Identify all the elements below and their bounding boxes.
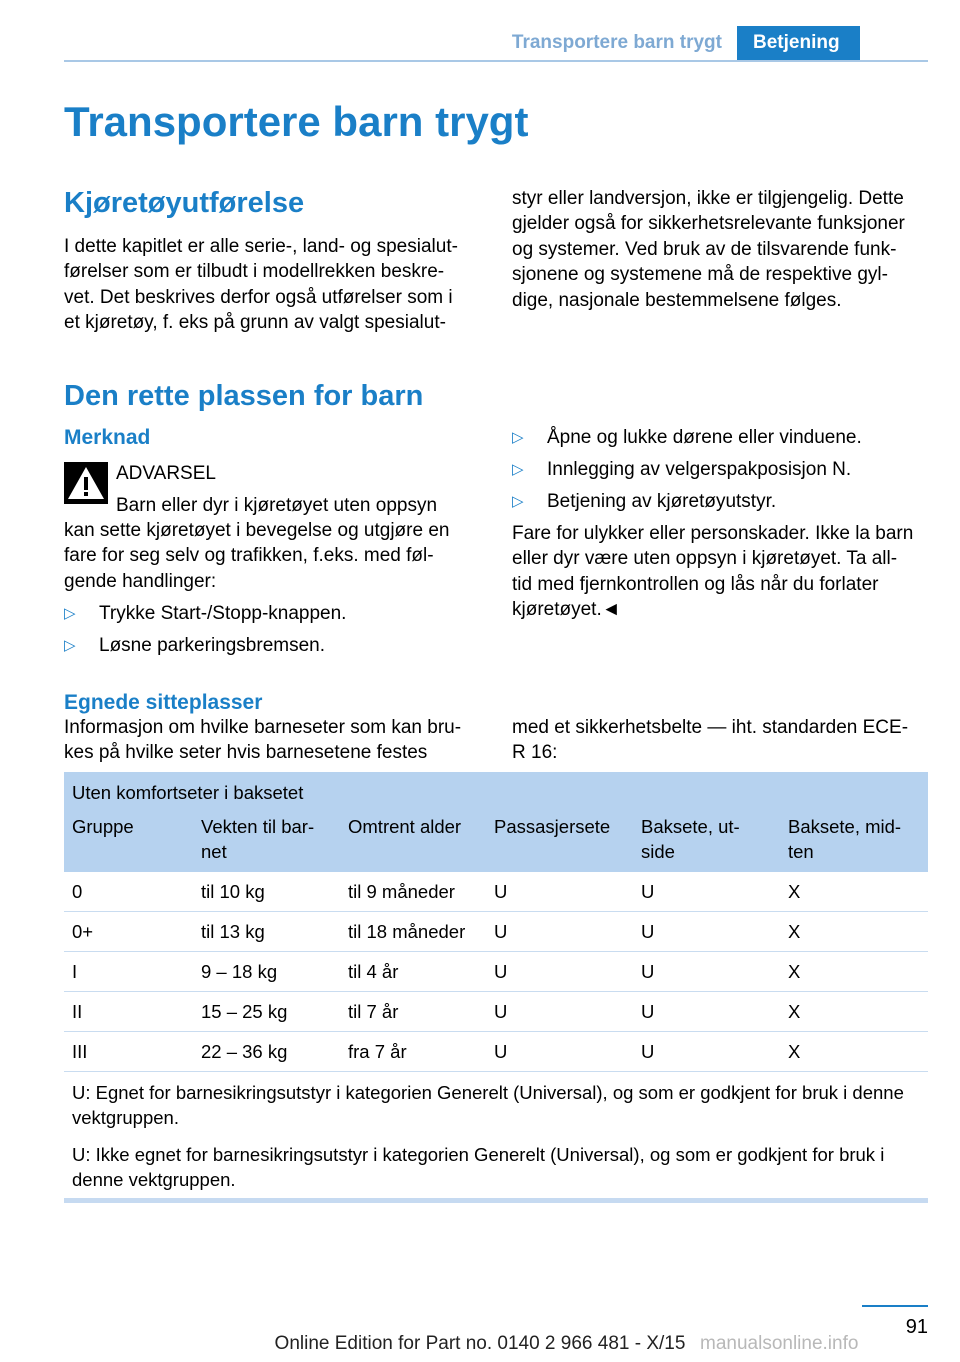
header-rule [64, 60, 928, 62]
table-cell: til 4 år [340, 952, 486, 992]
table-header-row [64, 807, 928, 872]
table-cell: U [486, 952, 633, 992]
triangle-bullet-icon: ▷ [512, 461, 524, 478]
table-note: U: Egnet for barnesikringsutstyr i kategorien Generelt (Universal), og som er godkjent for bruk i denne vektgruppen. [72, 1082, 904, 1128]
column-header: Baksete, ut- side [633, 807, 780, 872]
table-cell: til 10 kg [193, 872, 340, 912]
table-row [64, 952, 928, 992]
table-cell: X [780, 992, 928, 1032]
triangle-bullet-icon: ▷ [64, 637, 76, 654]
column-header: Baksete, mid- ten [780, 807, 928, 872]
table-cell: U [633, 872, 780, 912]
list-item: ▷ Åpne og lukke dørene eller vinduene. [512, 427, 862, 448]
table-cell: II [64, 992, 193, 1032]
warning-end: Fare for ulykker eller personskader. Ikke la barn eller dyr være uten oppsyn i kjøretøyet. Ta all- tid med fjernkontrollen og lås når du forlater kjøretøyet.◄ [512, 523, 914, 621]
warning-continued: kan sette kjøretøyet i bevegelse og utgjøre en fare for seg selv og trafikken, f.eks. med føl- gende handlinger: [64, 520, 450, 592]
list-item: ▷ Innlegging av velgerspakposisjon N. [512, 459, 852, 480]
list-item: ▷ Betjening av kjøretøyutstyr. [512, 491, 777, 512]
table-caption: Uten komfortseter i baksetet [64, 772, 928, 807]
table-caption-row [64, 772, 928, 807]
table-note: U: Ikke egnet for barnesikringsutstyr i kategorien Generelt (Universal), og som er godkjent for bruk i denne vektgruppen. [72, 1144, 885, 1190]
table-note-row [64, 1072, 928, 1135]
table-cell: U [486, 992, 633, 1032]
warning-triangle-icon [64, 462, 108, 504]
place-heading: Den rette plassen for barn [64, 380, 424, 412]
list-item: ▷ Løsne parkeringsbremsen. [64, 635, 325, 656]
table-cell: 9 – 18 kg [193, 952, 340, 992]
list-item: ▷ Trykke Start-/Stopp-knappen. [64, 603, 347, 624]
table-cell: U [633, 1032, 780, 1072]
table-cell: til 18 måneder [340, 912, 486, 952]
page-title: Transportere barn trygt [64, 98, 529, 145]
vehicle-paragraph-left: I dette kapitlet er alle serie-, land- og spesialut- førelser som er tilbudt i modellrekken beskre- vet. Det beskrives derfor også utførelser som i et kjøretøy, f. eks på grunn av valgt spesialut- [64, 236, 458, 334]
child-seat-table [64, 772, 928, 1196]
table-row [64, 872, 928, 912]
note-heading: Merknad [64, 426, 151, 449]
vehicle-paragraph-right: styr eller landversjon, ikke er tilgjengelig. Dette gjelder også for sikkerhetsrelevante funksjoner og systemer. Ved bruk av de tilsvarende funk- sjonene og systemene må de respektive gyl- dige, nasjonale bestemmelsene følges. [512, 188, 905, 311]
table-cell: X [780, 912, 928, 952]
triangle-bullet-icon: ▷ [512, 493, 524, 510]
column-header: Passasjersete [486, 807, 633, 872]
vehicle-heading: Kjøretøyutførelse [64, 187, 305, 219]
table-end-rule [64, 1198, 928, 1203]
table-cell: U [633, 992, 780, 1032]
table-cell: X [780, 1032, 928, 1072]
footer-edition: Online Edition for Part no. 0140 2 966 481 - X/15 [274, 1333, 686, 1354]
table-row [64, 1032, 928, 1072]
table-cell: III [64, 1032, 193, 1072]
column-header: Gruppe [64, 807, 193, 872]
table-cell: 0+ [64, 912, 193, 952]
header-section-title: Transportere barn trygt [511, 32, 722, 53]
page-number: 91 [905, 1316, 928, 1338]
table-cell: til 7 år [340, 992, 486, 1032]
table-cell: til 9 måneder [340, 872, 486, 912]
column-header: Omtrent alder [340, 807, 486, 872]
table-note-row [64, 1134, 928, 1196]
table-cell: 15 – 25 kg [193, 992, 340, 1032]
table-cell: 22 – 36 kg [193, 1032, 340, 1072]
table-cell: U [486, 912, 633, 952]
table-cell: X [780, 952, 928, 992]
warning-first-line: Barn eller dyr i kjøretøyet uten oppsyn [116, 495, 438, 516]
column-header: Vekten til bar- net [193, 807, 340, 872]
seats-paragraph-right: med et sikkerhetsbelte — iht. standarden ECE- R 16: [512, 717, 909, 764]
table-cell: 0 [64, 872, 193, 912]
table-row [64, 992, 928, 1032]
triangle-bullet-icon: ▷ [64, 605, 76, 622]
seats-heading: Egnede sitteplasser [64, 691, 263, 714]
table-cell: U [486, 1032, 633, 1072]
bullet-list-left [64, 601, 484, 665]
header-chapter-tab: Betjening [737, 26, 860, 62]
table-row [64, 912, 928, 952]
table-cell: til 13 kg [193, 912, 340, 952]
bullet-list-right [512, 425, 932, 521]
table-cell: U [633, 912, 780, 952]
seats-paragraph-left: Informasjon om hvilke barneseter som kan bru- kes på hvilke seter hvis barnesetene festes [64, 717, 462, 764]
table-cell: X [780, 872, 928, 912]
table-cell: I [64, 952, 193, 992]
watermark: manualsonline.info [700, 1333, 859, 1354]
table-cell: fra 7 år [340, 1032, 486, 1072]
table-cell: U [486, 872, 633, 912]
warning-title: ADVARSEL [116, 463, 216, 484]
table-cell: U [633, 952, 780, 992]
page-number-rule [862, 1305, 928, 1307]
triangle-bullet-icon: ▷ [512, 429, 524, 446]
